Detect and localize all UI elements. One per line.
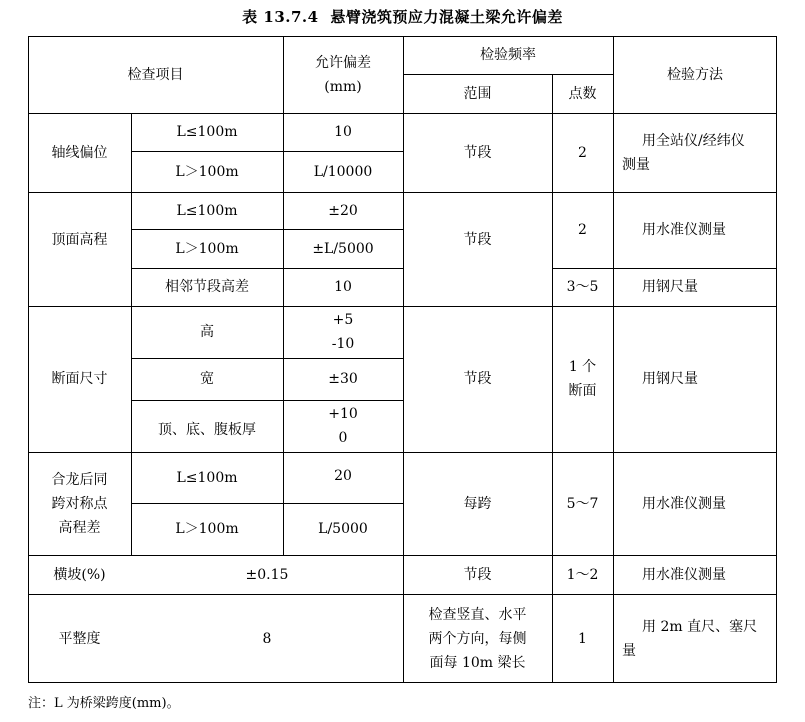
section-sub2: 宽 [200,371,214,387]
axis-points: 2 [578,144,587,161]
header-tolerance [283,36,403,113]
slope-points: 1～2 [566,566,599,583]
flatness-range-line1: 检查竖直、水平 [428,606,527,623]
axis-val2: L/10000 [313,163,373,180]
section-val3-upper: +10 [328,406,358,422]
closure-name-line3: 高程差 [58,519,101,536]
section-val2: ±30 [328,371,358,387]
elevation-points12: 2 [578,222,587,238]
item-flatness: 平整度 [58,630,101,647]
elevation-sub2: L＞100m [175,240,239,257]
header-item: 检查项目 [127,66,184,83]
axis-method-line2: 测量 [622,156,650,173]
section-method: 用钢尺量 [642,371,698,387]
closure-range: 每跨 [463,495,492,512]
elevation-val2: ±L/5000 [312,240,374,257]
table-caption: 悬臂浇筑预应力混凝土梁允许偏差 [330,8,563,26]
closure-sub2: L＞100m [175,521,239,537]
slope-range: 节段 [463,566,492,583]
section-sub1: 高 [200,324,214,340]
elevation-val3: 10 [334,279,352,295]
table-number: 表 13.7.4 [242,8,319,26]
item-axis: 轴线偏位 [51,144,108,161]
closure-name-line2: 跨对称点 [51,495,108,512]
item-slope: 横坡(%) [53,566,106,583]
elevation-method3: 用钢尺量 [642,279,698,295]
section-val1 [283,306,403,358]
axis-sub1: L≤100m [176,124,238,140]
section-val1-lower: -10 [331,336,355,352]
closure-val2: L/5000 [318,521,368,537]
section-points-line1: 1 个 [568,359,597,375]
flatness-range-line3: 面每 10m 梁长 [429,654,526,671]
header-tolerance-label: 允许偏差 [315,54,371,71]
flatness-range [403,594,552,683]
flatness-val: 8 [262,630,272,647]
flatness-method-line1: 用 2m 直尺、塞尺 [642,618,758,635]
header-points: 点数 [568,85,597,102]
section-points-line2: 断面 [568,383,597,399]
section-val3-lower: 0 [338,430,348,446]
flatness-method-line2: 量 [622,642,636,659]
item-section: 断面尺寸 [51,371,108,387]
elevation-range: 节段 [463,232,492,248]
header-frequency: 检验频率 [480,47,536,63]
section-sub3: 顶、底、腹板厚 [158,422,256,438]
section-val1-upper: +5 [332,312,354,328]
elevation-sub3: 相邻节段高差 [165,279,249,295]
elevation-sub1: L≤100m [176,202,238,219]
closure-val1: 20 [334,468,352,484]
axis-val1: 10 [334,124,352,140]
flatness-points: 1 [578,630,587,647]
item-elevation: 顶面高程 [51,232,108,248]
axis-sub2: L＞100m [175,163,239,180]
flatness-range-line2: 两个方向，每侧 [428,630,527,647]
closure-sub1: L≤100m [176,469,238,486]
header-range: 范围 [463,85,492,102]
section-range: 节段 [463,371,492,387]
table-note: 注：L 为桥梁跨度(mm)。 [28,696,180,711]
closure-points: 5～7 [566,495,599,512]
slope-val: ±0.15 [245,566,289,583]
elevation-val1: ±20 [328,202,358,219]
closure-method: 用水准仪测量 [642,495,726,512]
closure-name-line1: 合龙后同 [51,471,108,488]
axis-range: 节段 [463,144,492,161]
header-tolerance-unit: (mm) [324,78,362,95]
section-val3 [283,400,403,452]
elevation-method12: 用水准仪测量 [642,222,726,238]
axis-method-line1: 用全站仪/经纬仪 [642,132,745,149]
axis-method [622,113,772,192]
flatness-method [622,594,772,683]
section-points [552,306,613,452]
slope-method: 用水准仪测量 [642,566,726,583]
header-method: 检验方法 [667,66,723,83]
item-closure [28,452,131,555]
elevation-points3: 3～5 [566,279,599,295]
